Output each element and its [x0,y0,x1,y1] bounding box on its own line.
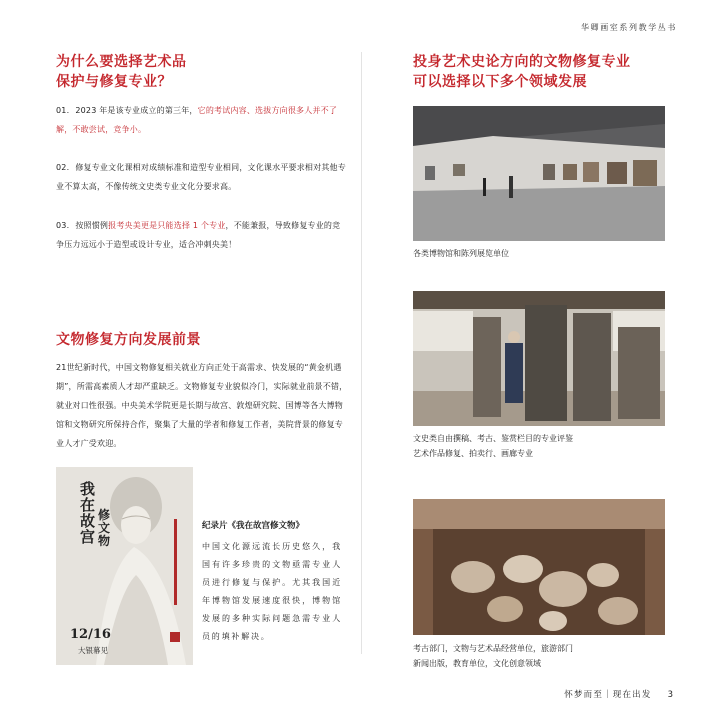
page-number: 3 [667,690,673,700]
prospect-title: 文物修复方向发展前景 [56,332,201,348]
archaeology-pottery-photo [413,499,665,635]
fields-section [413,52,673,92]
footer-slogan: 怀梦而至｜现在出发 [564,690,652,700]
prospect-paragraph: 21世纪新时代，中国文物修复相关就业方向正处于高需求、快发展的“黄金机遇期”，所需高素质人才却严重缺乏。文物修复专业貌似冷门，实际就业前景不错，就业对口性很强。中央美术学院更是长期与故宫、敦煌研究院、国博等各大博物馆和文物研究所保持合作，聚集了大量的学者和修复工作者，美院背景的修复专业人才广受欢迎。 [56,363,348,448]
fields-title-line2: 可以选择以下多个领域发展 [413,74,587,90]
point-3-highlight: 报考央美更是只能选择 1 个专业 [108,221,226,230]
why-title-line2: 保护与修复专业？ [56,74,172,90]
museum-hall-photo [413,106,665,241]
point-3: 03. 按照惯例报考央美更是只能选择 1 个专业，不能兼报，导致修复专业的竞争压力远远小于造型或设计专业，适合冲刺央美！ [56,221,341,249]
fields-title-line1: 投身艺术史论方向的文物修复专业 [413,54,631,70]
point-2: 02. 修复专业文化课相对成绩标准和造型专业相同，文化课水平要求相对其他专业不算太高，不像传统文史类专业文化分要求高。 [56,163,346,191]
caption-archaeology: 考古部门，文物与艺术品经营单位，旅游部门 新闻出版，教育单位，文化创意领域 [413,644,573,668]
pottery-graphic [413,499,665,635]
why-section [56,52,346,92]
documentary-title: 纪录片《我在故宫修文物》 [202,521,305,531]
caption-museum: 各类博物馆和陈列展览单位 [413,249,509,258]
point-1: 01. 2023 年是该专业成立的第三年，它的考试内容、选拔方向很多人并不了解，不敢尝试，竞争小。 [56,106,338,134]
stele-graphic [413,291,665,426]
museum-hall-graphic [413,106,665,241]
point-1-highlight: 它的考试内容、选拔方向很多人并不了解，不敢尝试，竞争小。 [56,106,338,134]
column-divider [361,52,362,654]
stele-restoration-photo [413,291,665,426]
poster-date: 12/16 [70,627,111,642]
poster-title-2: 修 文 物 [98,508,111,548]
poster-subtitle: 大银幕见 [78,646,108,655]
page-footer [564,688,673,700]
documentary-poster [56,467,193,665]
series-title: 华卿画室系列教学丛书 [581,23,677,32]
documentary-text: 中国文化源远流长历史悠久，我国有许多珍贵的文物亟需专业人员进行修复与保护。尤其我国近年博物馆发展速度很快，博物馆发展的多种实际问题急需专业人员的填补解决。 [202,542,342,641]
poster-title: 我 在 故 宫 [80,480,96,546]
caption-critique: 文史类自由撰稿、考古、鉴赏栏目的专业评鉴 艺术作品修复、拍卖行、画廊专业 [413,434,573,458]
why-title-line1: 为什么要选择艺术品 [56,54,187,70]
